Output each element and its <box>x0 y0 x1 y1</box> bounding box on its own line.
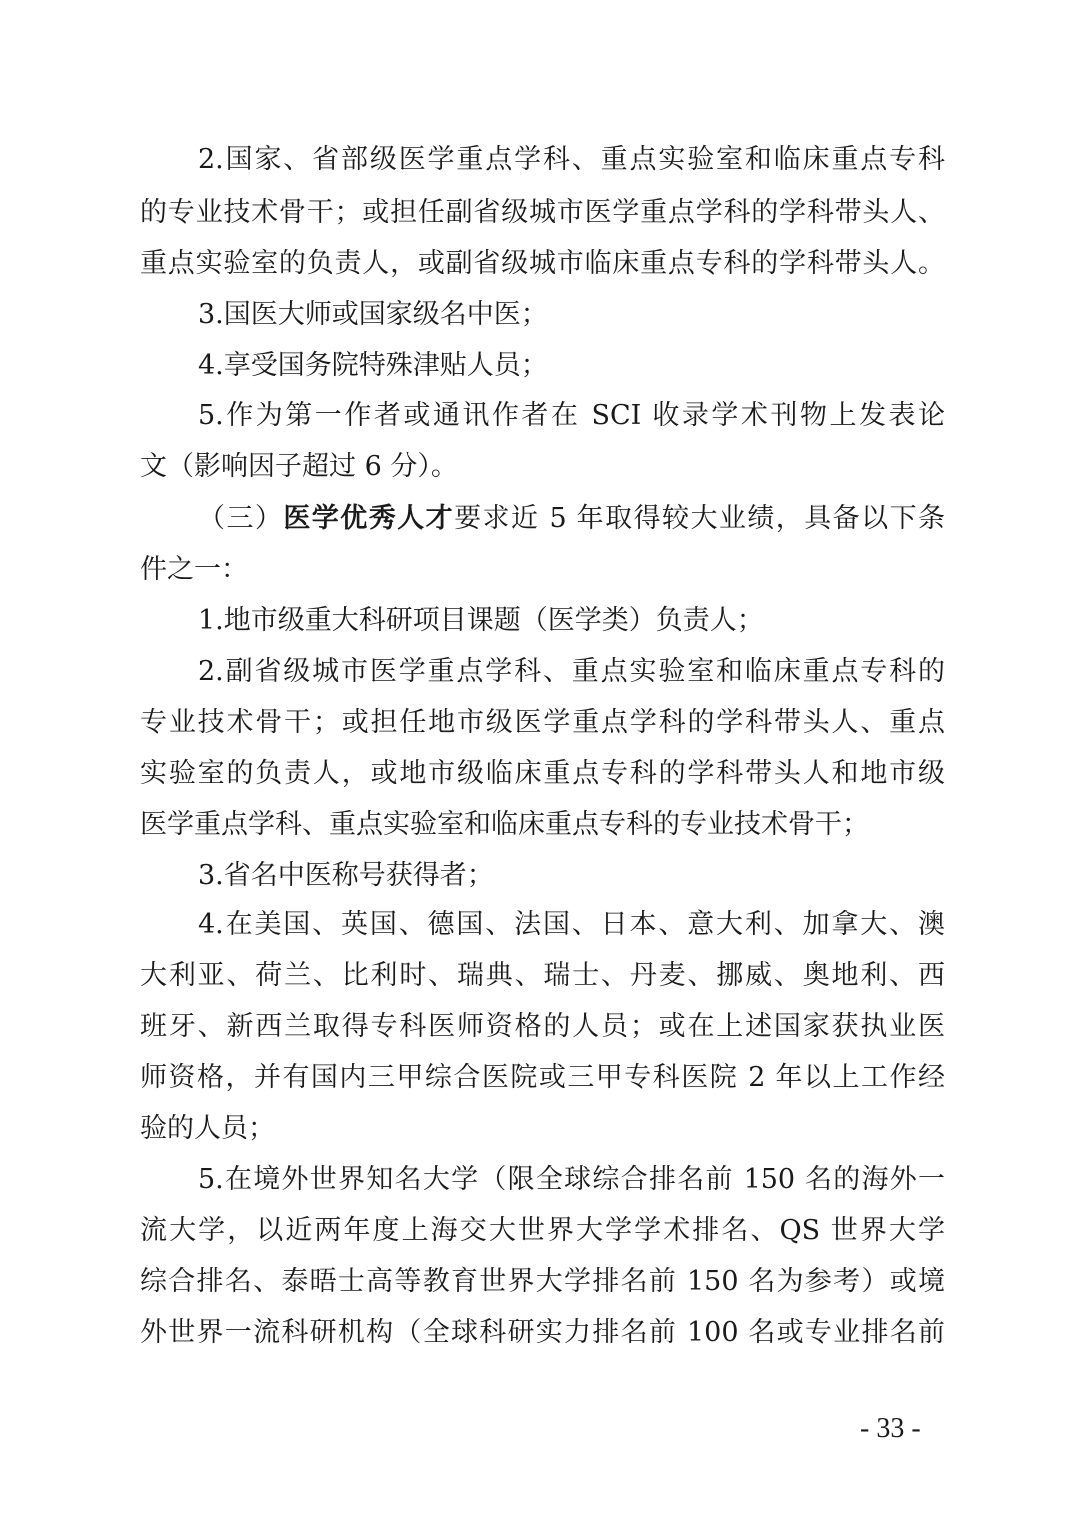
section-text: 要求近 5 年取得较大业绩，具备以下条 <box>454 503 945 534</box>
paragraph-line: 大利亚、荷兰、比利时、瑞典、瑞士、丹麦、挪威、奥地利、西 <box>140 960 945 991</box>
paragraph-line: 师资格，并有国内三甲综合医院或三甲专科医院 2 年以上工作经 <box>140 1062 945 1093</box>
paragraph-line: 4.享受国务院特殊津贴人员； <box>198 350 548 381</box>
section-heading-line <box>198 500 945 538</box>
paragraph-line: 实验室的负责人，或地市级临床重点专科的学科带头人和地市级 <box>140 758 945 789</box>
paragraph-line: 的专业技术骨干；或担任副省级城市医学重点学科的学科带头人、 <box>140 197 945 228</box>
paragraph-line: 验的人员； <box>140 1113 275 1144</box>
paragraph-line: 文（影响因子超过 6 分）。 <box>140 451 458 482</box>
paragraph-line: 2.国家、省部级医学重点学科、重点实验室和临床重点专科 <box>198 144 945 175</box>
section-title: 医学优秀人才 <box>283 503 455 534</box>
paragraph-line: 流大学，以近两年度上海交大世界大学学术排名、QS 世界大学 <box>140 1215 945 1246</box>
section-number: （三） <box>198 503 284 534</box>
page-number: - 33 - <box>860 1413 921 1444</box>
paragraph-line: 医学重点学科、重点实验室和临床重点专科的专业技术骨干； <box>140 809 869 840</box>
paragraph-line: 5.作为第一作者或通讯作者在 SCI 收录学术刊物上发表论 <box>198 400 945 431</box>
paragraph-line: 3.省名中医称号获得者； <box>198 860 494 891</box>
paragraph-line: 4.在美国、英国、德国、法国、日本、意大利、加拿大、澳 <box>198 909 945 940</box>
paragraph-line: 5.在境外世界知名大学（限全球综合排名前 150 名的海外一 <box>198 1164 945 1195</box>
paragraph-line: 3.国医大师或国家级名中医； <box>198 299 548 330</box>
paragraph-line: 件之一： <box>140 554 248 585</box>
paragraph-line: 班牙、新西兰取得专科医师资格的人员；或在上述国家获执业医 <box>140 1011 945 1042</box>
paragraph-line: 1.地市级重大科研项目课题（医学类）负责人； <box>198 605 764 636</box>
paragraph-line: 综合排名、泰晤士高等教育世界大学排名前 150 名为参考）或境 <box>140 1266 945 1297</box>
paragraph-line: 2.副省级城市医学重点学科、重点实验室和临床重点专科的 <box>198 656 945 687</box>
paragraph-line: 专业技术骨干；或担任地市级医学重点学科的学科带头人、重点 <box>140 707 945 738</box>
paragraph-line: 外世界一流科研机构（全球科研实力排名前 100 名或专业排名前 <box>140 1317 945 1348</box>
paragraph-line: 重点实验室的负责人，或副省级城市临床重点专科的学科带头人。 <box>140 248 945 279</box>
